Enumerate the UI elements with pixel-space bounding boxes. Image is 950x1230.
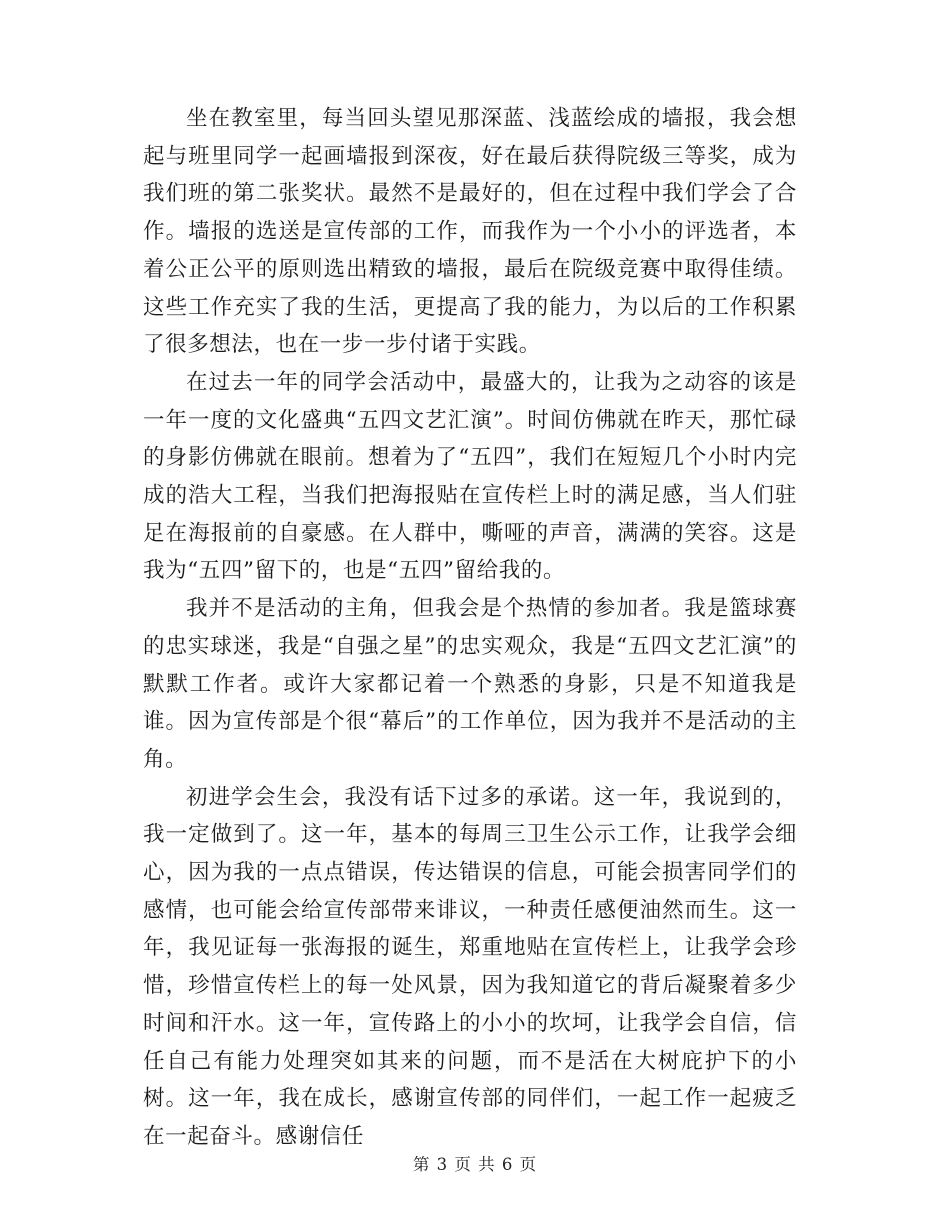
page-footer [0,1154,950,1176]
page-number-label: 第 3 页 共 6 页 [412,1155,538,1174]
paragraph-4: 初进学会生会，我没有话下过多的承诺。这一年，我说到的，我一定做到了。这一年，基本的每周三卫生公示工作，让我学会细心，因为我的一点点错误，传达错误的信息，可能会损害同学们的感情，也可能会给宣传部带来诽议，一种责任感便油然而生。这一年，我见证每一张海报的诞生，郑重地贴在宣传栏上，让我学会珍惜，珍惜宣传栏上的每一处风景，因为我知道它的背后凝聚着多少时间和汗水。这一年，宣传路上的小小的坎坷，让我学会自信，信任自己有能力处理突如其来的问题，而不是活在大树庇护下的小树。这一年，我在成长，感谢宣传部的同伴们，一起工作一起疲乏在一起奋斗。感谢信任 [143,784,797,1149]
paragraph-1: 坐在教室里，每当回头望见那深蓝、浅蓝绘成的墙报，我会想起与班里同学一起画墙报到深夜，好在最后获得院级三等奖，成为我们班的第二张奖状。最然不是最好的，但在过程中我们学会了合作。墙报的选送是宣传部的工作，而我作为一个小小的评选者，本着公正公平的原则选出精致的墙报，最后在院级竞赛中取得佳绩。这些工作充实了我的生活，更提高了我的能力，为以后的工作积累了很多想法，也在一步一步付诸于实践。 [143,106,797,358]
paragraph-3: 我并不是活动的主角，但我会是个热情的参加者。我是篮球赛的忠实球迷，我是“自强之星”的忠实观众，我是“五四文艺汇演”的默默工作者。或许大家都记着一个熟悉的身影，只是不知道我是谁。因为宣传部是个很“幕后”的工作单位，因为我并不是活动的主角。 [143,596,797,772]
document-body [143,100,797,1156]
paragraph-2: 在过去一年的同学会活动中，最盛大的，让我为之动容的该是一年一度的文化盛典“五四文艺汇演”。时间仿佛就在昨天，那忙碌的身影仿佛就在眼前。想着为了“五四”，我们在短短几个小时内完成的浩大工程，当我们把海报贴在宣传栏上时的满足感，当人们驻足在海报前的自豪感。在人群中，嘶哑的声音，满满的笑容。这是我为“五四”留下的，也是“五四”留给我的。 [143,369,797,584]
